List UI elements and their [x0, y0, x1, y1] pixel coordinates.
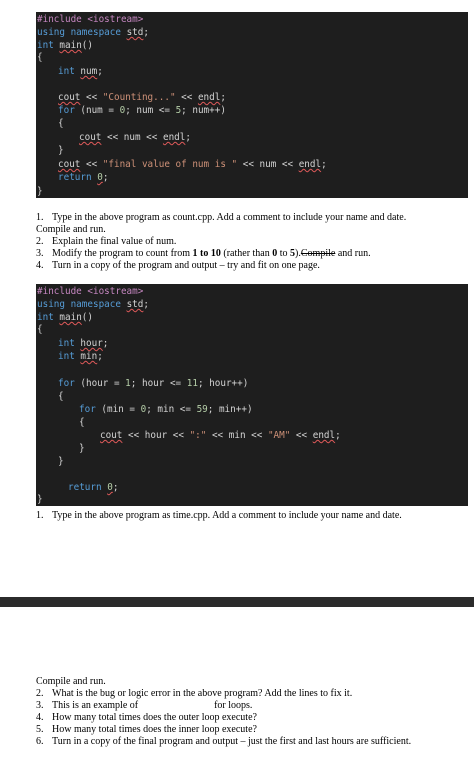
code-line: for (min = 0; min <= 59; min++) — [79, 404, 253, 415]
list-item: 3. This is an example of for loops. — [36, 700, 253, 711]
code-block-1 — [36, 12, 468, 198]
code-line: using namespace std; — [37, 299, 149, 310]
code-line: cout << "final value of num is " << num << endl; — [58, 159, 327, 170]
code-text: #include <iostream> — [37, 14, 144, 25]
list-item: 1. Type in the above program as count.cpp. Add a comment to include your name and date. — [36, 212, 407, 223]
list-item: Compile and run. — [36, 676, 106, 687]
list-item: 2. What is the bug or logic error in the above program? Add the lines to fix it. — [36, 688, 353, 699]
list-item: 5. How many total times does the inner loop execute? — [36, 724, 257, 735]
code-line: return 0; — [58, 172, 109, 183]
code-line: int main() — [37, 40, 93, 51]
code-block-2 — [36, 284, 468, 506]
code-line: #include <iostream> — [37, 286, 144, 297]
code-line: { — [79, 417, 85, 428]
page-divider — [0, 597, 474, 607]
code-line: cout << num << endl; — [79, 132, 191, 143]
list-item: 6. Turn in a copy of the final program and output – just the first and last hours are sufficient. — [36, 736, 412, 747]
code-line — [37, 14, 143, 26]
list-item: 2. Explain the final value of num. — [36, 236, 177, 247]
code-line: } — [58, 456, 64, 467]
code-line: int min; — [58, 351, 103, 362]
code-line: { — [37, 52, 43, 63]
list-item: Compile and run. — [36, 224, 106, 235]
code-line: int hour; — [58, 338, 109, 349]
code-line: } — [58, 145, 64, 156]
code-line: } — [37, 186, 43, 197]
list-item: 4. How many total times does the outer loop execute? — [36, 712, 257, 723]
list-item: 3. Modify the program to count from 1 to 10 (rather than 0 to 5).Compile and run. — [36, 248, 371, 259]
code-line: int main() — [37, 312, 93, 323]
code-line: } — [79, 443, 85, 454]
code-line: cout << hour << ":" << min << "AM" << endl; — [100, 430, 341, 441]
code-line: cout << "Counting..." << endl; — [58, 92, 226, 103]
code-line: int num; — [58, 66, 103, 77]
code-line: for (num = 0; num <= 5; num++) — [58, 105, 226, 116]
code-line: { — [37, 324, 43, 335]
list-item: 4. Turn in a copy of the program and output – try and fit on one page. — [36, 260, 320, 271]
code-line: { — [58, 391, 64, 402]
code-line: return 0; — [68, 482, 119, 493]
code-line: { — [58, 118, 64, 129]
code-line: using namespace std; — [37, 27, 149, 38]
list-item: 1. Type in the above program as time.cpp. Add a comment to include your name and date. — [36, 510, 402, 521]
code-line: for (hour = 1; hour <= 11; hour++) — [58, 378, 249, 389]
code-line: } — [37, 494, 43, 505]
